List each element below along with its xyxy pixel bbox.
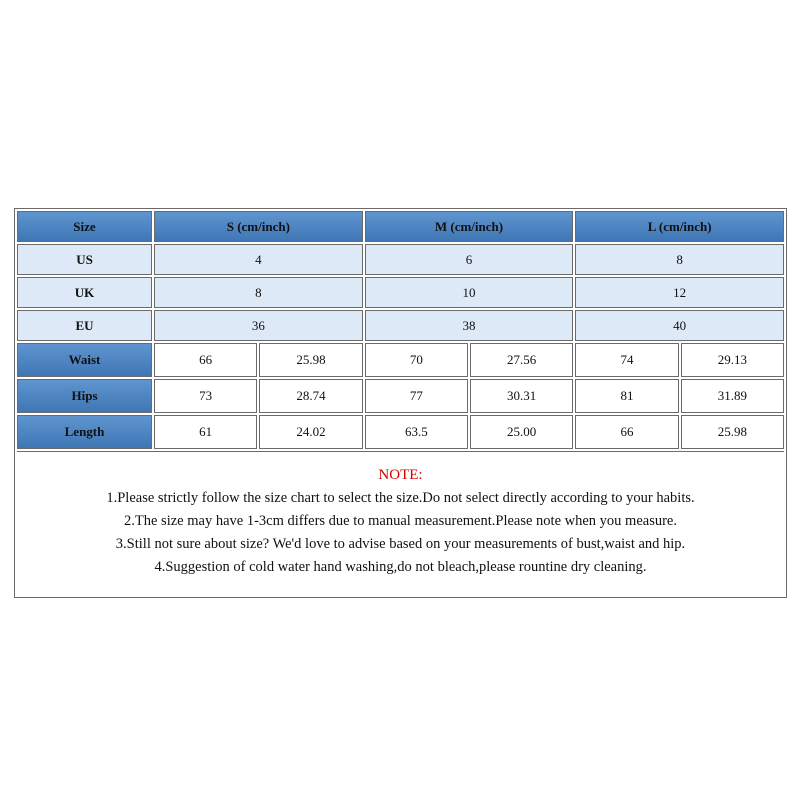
notes-section	[17, 451, 784, 595]
size-table	[15, 209, 786, 451]
table-cell: 70	[365, 343, 468, 377]
table-row-uk	[17, 277, 784, 308]
table-cell: 31.89	[681, 379, 784, 413]
table-cell: 29.13	[681, 343, 784, 377]
table-cell: 8	[575, 244, 784, 275]
table-cell: 30.31	[470, 379, 573, 413]
table-row-waist	[17, 343, 784, 377]
row-label: UK	[17, 277, 152, 308]
table-cell: 73	[154, 379, 257, 413]
table-cell: 27.56	[470, 343, 573, 377]
table-cell: 4	[154, 244, 363, 275]
table-cell: 77	[365, 379, 468, 413]
note-title: NOTE:	[378, 467, 423, 483]
note-line: 3.Still not sure about size? We'd love to advise based on your measurements of bust,waist and hip.	[115, 536, 686, 552]
table-cell: 24.02	[259, 415, 362, 449]
column-header-l: L (cm/inch)	[575, 211, 784, 242]
row-label: EU	[17, 310, 152, 341]
table-cell: 25.00	[470, 415, 573, 449]
column-header-s: S (cm/inch)	[154, 211, 363, 242]
table-cell: 12	[575, 277, 784, 308]
table-cell: 8	[154, 277, 363, 308]
table-cell: 36	[154, 310, 363, 341]
table-cell: 40	[575, 310, 784, 341]
table-cell: 10	[365, 277, 574, 308]
table-cell: 63.5	[365, 415, 468, 449]
table-row-us	[17, 244, 784, 275]
note-line: 2.The size may have 1-3cm differs due to manual measurement.Please note when you measure.	[124, 513, 677, 529]
table-cell: 6	[365, 244, 574, 275]
size-chart	[14, 208, 787, 598]
table-cell: 81	[575, 379, 678, 413]
header-row	[17, 211, 784, 242]
table-cell: 25.98	[681, 415, 784, 449]
table-cell: 61	[154, 415, 257, 449]
row-label: Hips	[17, 379, 152, 413]
row-label: Waist	[17, 343, 152, 377]
table-cell: 66	[575, 415, 678, 449]
table-cell: 38	[365, 310, 574, 341]
table-row-length	[17, 415, 784, 449]
note-line: 1.Please strictly follow the size chart to select the size.Do not select directly according to your habits.	[106, 490, 695, 506]
note-line: 4.Suggestion of cold water hand washing,do not bleach,please rountine dry cleaning.	[154, 559, 647, 575]
table-cell: 28.74	[259, 379, 362, 413]
size-header-cell: Size	[17, 211, 152, 242]
table-cell: 25.98	[259, 343, 362, 377]
row-label: Length	[17, 415, 152, 449]
column-header-m: M (cm/inch)	[365, 211, 574, 242]
table-cell: 74	[575, 343, 678, 377]
row-label: US	[17, 244, 152, 275]
table-cell: 66	[154, 343, 257, 377]
table-row-hips	[17, 379, 784, 413]
table-row-eu	[17, 310, 784, 341]
